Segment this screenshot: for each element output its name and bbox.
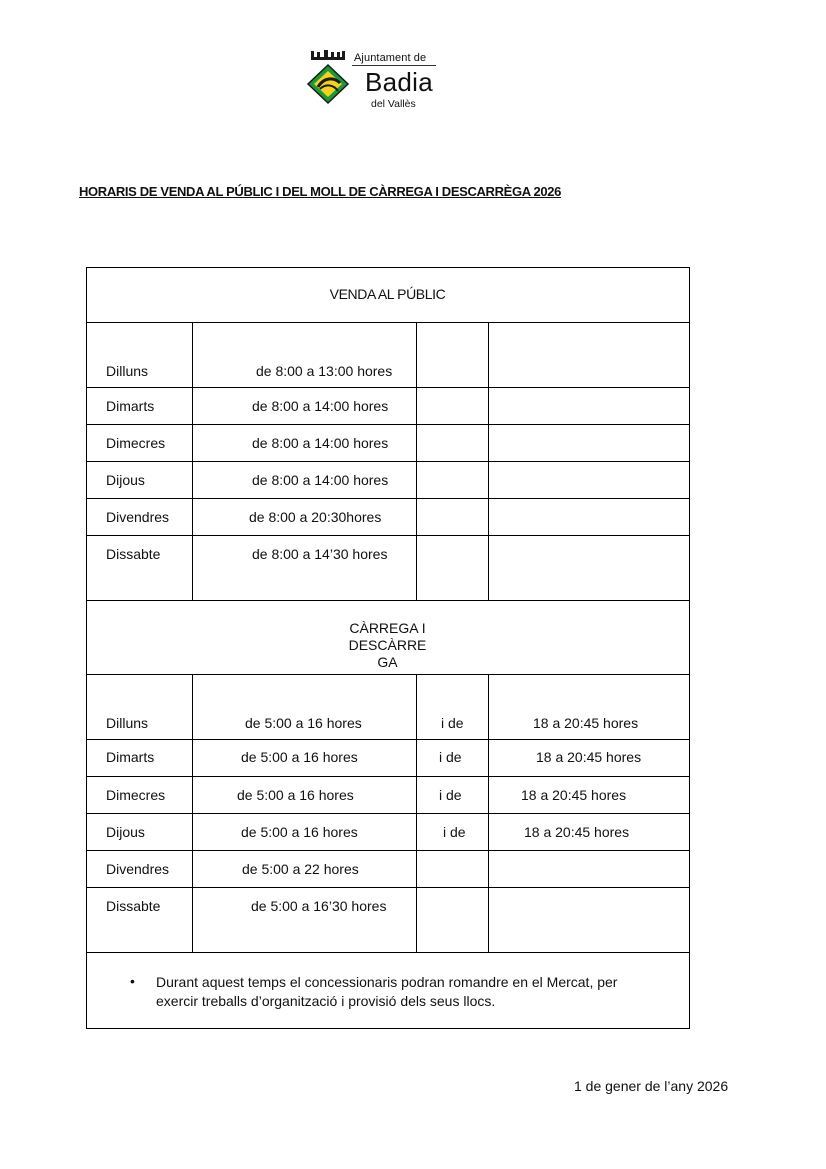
- row-divider: [86, 498, 689, 499]
- venda-hours: de 8:00 a 14:00 hores: [252, 435, 389, 451]
- row-divider: [86, 461, 689, 462]
- carrega-day: Dilluns: [106, 715, 149, 731]
- carrega-hours2: 18 a 20:45 hores: [524, 824, 630, 840]
- logo-line-3: del Vallès: [371, 98, 416, 110]
- note-line-2: exercir treballs d’organització i provisió dels seus llocs.: [156, 993, 496, 1009]
- carrega-day: Dimarts: [106, 749, 155, 765]
- column-divider: [416, 322, 417, 600]
- logo-divider: [352, 65, 436, 66]
- logo-line-2: Badia: [365, 67, 433, 97]
- carrega-day: Dimecres: [106, 787, 166, 803]
- venda-day: Dimarts: [106, 398, 155, 414]
- venda-day: Divendres: [106, 509, 170, 525]
- venda-hours: de 8:00 a 20:30hores: [249, 509, 382, 525]
- venda-day: Dilluns: [106, 363, 149, 379]
- column-divider: [192, 674, 193, 952]
- carrega-hours: de 5:00 a 16 hores: [245, 715, 362, 731]
- heading-line: GA: [377, 654, 398, 670]
- carrega-hours2: 18 a 20:45 hores: [533, 715, 639, 731]
- heading-line: DESCÀRRE: [348, 637, 427, 653]
- carrega-hours2: 18 a 20:45 hores: [521, 787, 627, 803]
- coat-of-arms-icon: [306, 47, 352, 113]
- row-divider: [86, 887, 689, 888]
- carrega-hours2: 18 a 20:45 hores: [536, 749, 642, 765]
- column-divider: [192, 322, 193, 600]
- heading-line: CÀRREGA I: [349, 620, 426, 636]
- page-title: HORARIS DE VENDA AL PÚBLIC I DEL MOLL DE CÀRREGA I DESCARRÈGA 2026: [79, 184, 562, 199]
- carrega-hours: de 5:00 a 16 hores: [241, 749, 358, 765]
- row-divider: [86, 850, 689, 851]
- carrega-conj: i de: [439, 787, 462, 803]
- document-date: 1 de gener de l’any 2026: [574, 1078, 729, 1094]
- municipal-logo: [306, 47, 440, 113]
- venda-day: Dissabte: [106, 546, 161, 562]
- bullet-icon: •: [130, 973, 135, 989]
- venda-hours: de 8:00 a 13:00 hores: [256, 363, 393, 379]
- row-divider: [86, 600, 689, 601]
- column-divider: [488, 674, 489, 952]
- carrega-conj: i de: [439, 749, 462, 765]
- row-divider: [86, 535, 689, 536]
- carrega-day: Dissabte: [106, 898, 161, 914]
- row-divider: [86, 813, 689, 814]
- venda-day: Dimecres: [106, 435, 166, 451]
- venda-hours: de 8:00 a 14:00 hores: [252, 398, 389, 414]
- venda-day: Dijous: [106, 472, 145, 488]
- carrega-conj: i de: [441, 715, 464, 731]
- venda-hours: de 8:00 a 14:00 hores: [252, 472, 389, 488]
- row-divider: [86, 674, 689, 675]
- carrega-hours: de 5:00 a 22 hores: [242, 861, 359, 877]
- carrega-hours: de 5:00 a 16 hores: [241, 824, 358, 840]
- carrega-hours: de 5:00 a 16 hores: [237, 787, 354, 803]
- row-divider: [86, 776, 689, 777]
- carrega-day: Dijous: [106, 824, 145, 840]
- row-divider: [86, 322, 689, 323]
- carrega-hours: de 5:00 a 16’30 hores: [251, 898, 387, 914]
- row-divider: [86, 387, 689, 388]
- column-divider: [488, 322, 489, 600]
- row-divider: [86, 424, 689, 425]
- logo-line-1: Ajuntament de: [354, 52, 427, 64]
- venda-hours: de 8:00 a 14’30 hores: [252, 546, 388, 562]
- note: [156, 973, 617, 1011]
- row-divider: [86, 952, 689, 953]
- section-heading-carrega: [86, 620, 689, 671]
- note-line-1: Durant aquest temps el concessionaris podran romandre en el Mercat, per: [156, 974, 618, 990]
- carrega-day: Divendres: [106, 861, 170, 877]
- carrega-conj: i de: [443, 824, 466, 840]
- column-divider: [416, 674, 417, 952]
- section-heading-venda: VENDA AL PÚBLIC: [329, 286, 446, 302]
- row-divider: [86, 739, 689, 740]
